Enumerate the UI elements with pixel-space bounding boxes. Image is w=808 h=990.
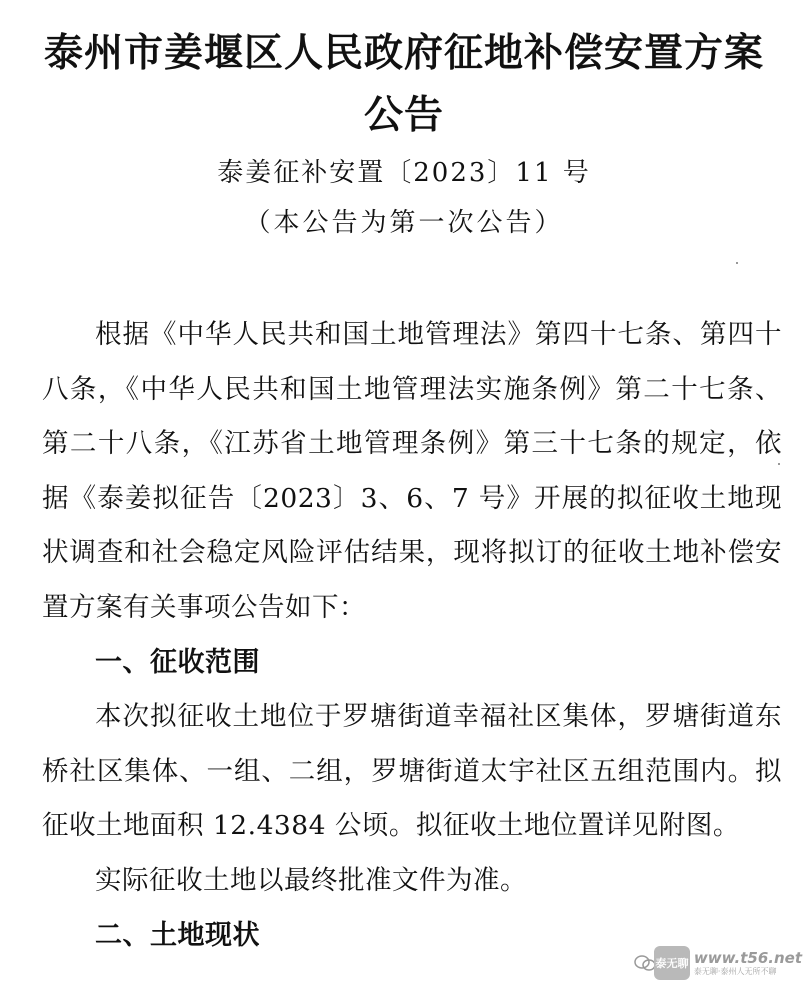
final-approval-paragraph: 实际征收土地以最终批准文件为准。 <box>95 864 527 896</box>
intro-paragraph: 根据《中华人民共和国土地管理法》第四十七条、第四十八条，《中华人民共和国土地管理法实施条例》第二十七条、第二十八条，《江苏省土地管理条例》第三十七条的规定，依据《泰姜拟征告〔2023〕3、6、7 号》开展的拟征收土地现状调查和社会稳定风险评估结果，现将拟订的征收土地补偿安置方案有关事项公告如下： <box>42 319 782 623</box>
watermark-logo: 泰无聊 <box>654 946 690 980</box>
watermark-site: www.t56.net <box>693 948 802 967</box>
document-body <box>42 308 782 963</box>
announcement-note: （本公告为第一次公告） <box>244 208 564 238</box>
section-heading-land-status: 二、土地现状 <box>95 919 260 951</box>
scan-speck <box>736 262 738 264</box>
scan-speck <box>778 463 780 465</box>
document-title-line2: 公告 <box>363 93 444 138</box>
document-title-line1: 泰州市姜堰区人民政府征地补偿安置方案 <box>43 31 764 76</box>
watermark <box>654 944 802 982</box>
watermark-subtitle: 泰无聊·泰州人无所不聊 <box>693 966 777 976</box>
document-number: 泰姜征补安置〔2023〕11 号 <box>217 158 591 188</box>
section-heading-scope: 一、征收范围 <box>95 646 260 678</box>
scope-paragraph: 本次拟征收土地位于罗塘街道幸福社区集体，罗塘街道东桥社区集体、一组、二组，罗塘街道太宇社区五组范围内。拟征收土地面积 12.4384 公顷。拟征收土地位置详见附图。 <box>42 701 782 842</box>
wechat-icon <box>634 954 656 972</box>
